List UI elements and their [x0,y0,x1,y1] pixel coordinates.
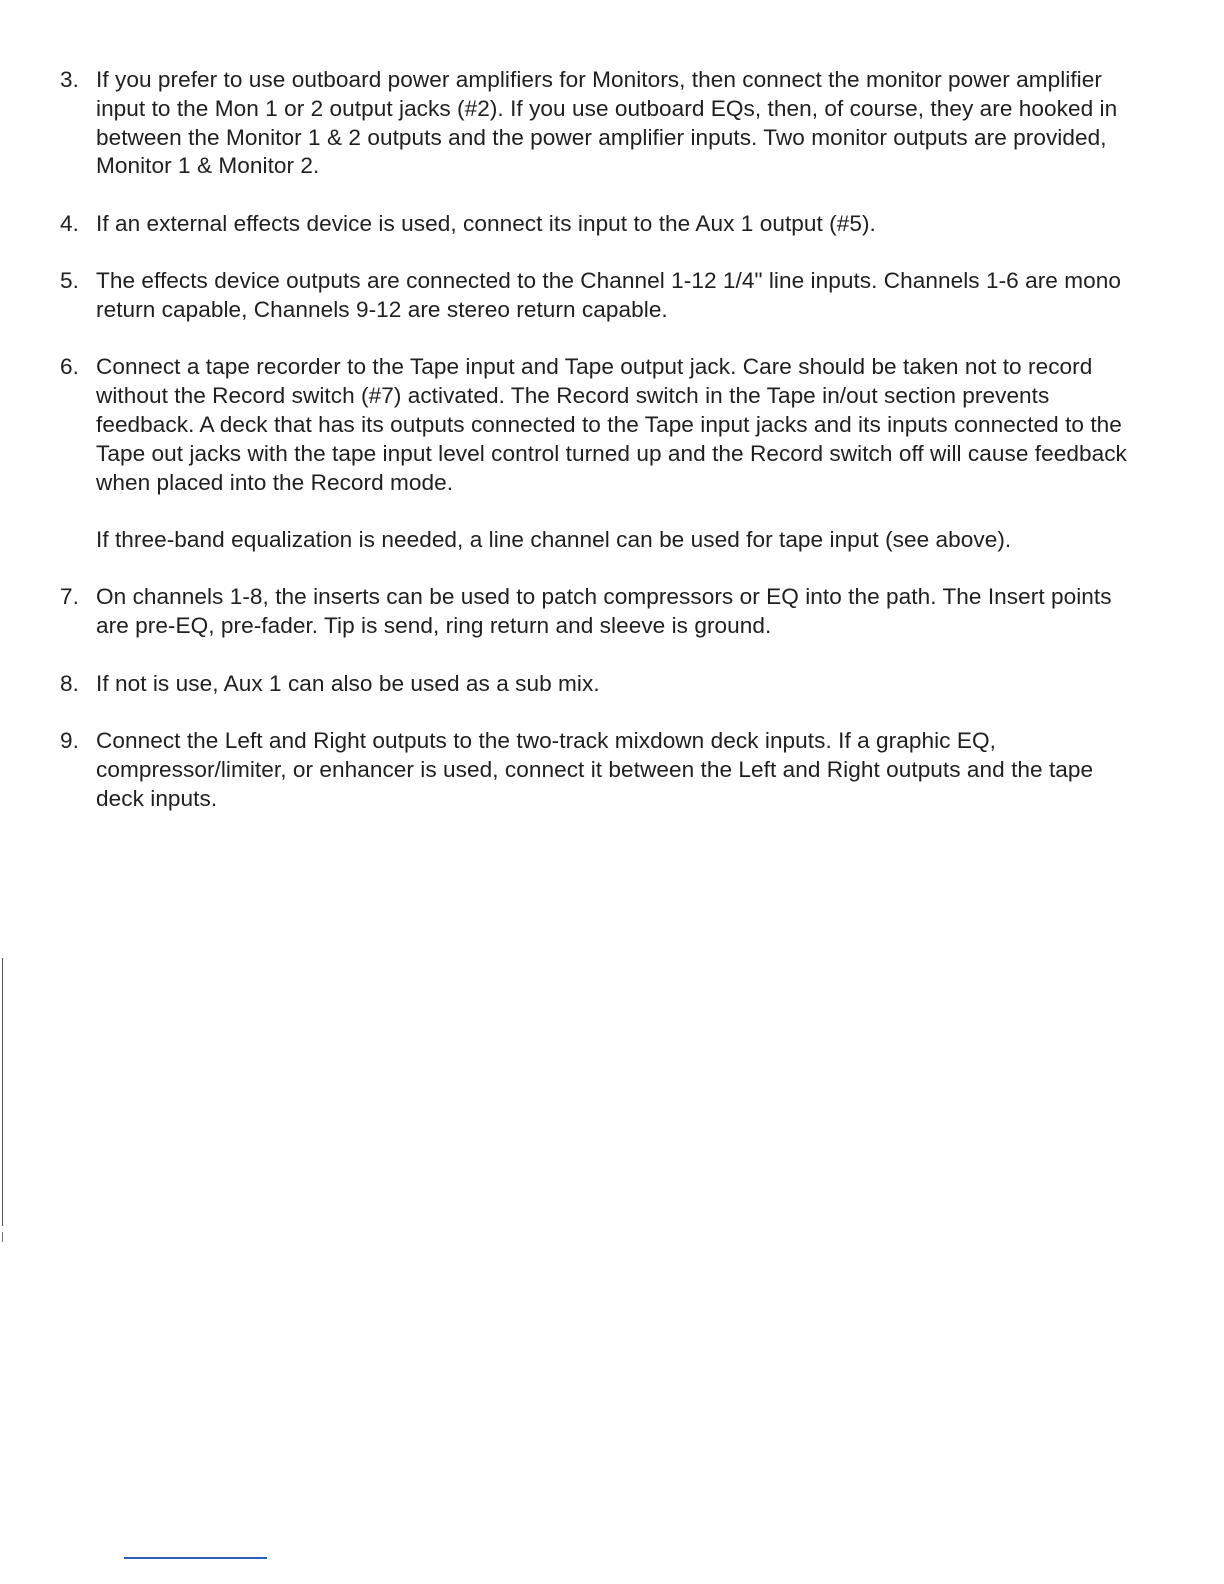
item-number: 4. [60,210,79,236]
item-text: Connect a tape recorder to the Tape input and Tape output jack. Care should be taken not to record without the Record switch (#7) activated. The Record switch in the Tape in/out section prevents feedback. A deck that has its outputs connected to the Tape input jacks and its inputs connected to the Tape out jacks with the tape input level control turned up and the Record switch off will cause feedback when placed into the Record mode. [96,354,1127,495]
item-number: 5. [60,268,79,294]
list-spacer [58,239,1138,268]
item-number: 6. [60,354,79,380]
item-note: If three-band equalization is needed, a line channel can be used for tape input (see above). [96,526,1012,552]
item-text: If an external effects device is used, connect its input to the Aux 1 output (#5). [96,210,876,236]
list-item [58,670,1138,699]
list-spacer [58,181,1138,210]
item-number: 9. [60,727,79,753]
list-item [58,267,1138,325]
list-item [58,583,1138,641]
item-number: 3. [60,67,79,92]
item-text: On channels 1-8, the inserts can be used to patch compressors or EQ into the path. The Insert points are pre-EQ, pre-fader. Tip is send, ring return and sleeve is ground. [96,584,1112,639]
item-text: Connect the Left and Right outputs to the two-track mixdown deck inputs. If a graphic EQ, compressor/limiter, or enhancer is used, connect it between the Left and Right outputs and the tape deck inputs. [96,727,1094,811]
instruction-list [58,66,1138,813]
list-spacer [58,698,1138,727]
item-number: 7. [60,584,79,610]
item-text: If you prefer to use outboard power amplifiers for Monitors, then connect the monitor power amplifier input to the Mon 1 or 2 output jacks (#2). If you use outboard EQs, then, of course, they are hooked in between the Monitor 1 & 2 outputs and the power amplifier inputs. Two monitor outputs are provided, Monitor 1 & Monitor 2. [96,67,1118,179]
item-number: 8. [60,670,79,696]
list-spacer [58,325,1138,354]
list-spacer [58,555,1138,584]
list-item [58,66,1138,181]
scan-edge-mark [2,1232,3,1242]
list-item [58,353,1138,554]
item-text: The effects device outputs are connected to the Channel 1-12 1/4" line inputs. Channels 1-6 are mono return capable, Channels 9-12 are stereo return capable. [96,268,1121,322]
item-text: If not is use, Aux 1 can also be used as a sub mix. [96,670,600,696]
scan-edge-line [2,958,3,1226]
list-spacer [58,641,1138,670]
list-item [58,727,1138,813]
list-item [58,210,1138,239]
bottom-rule-line [124,1557,267,1559]
